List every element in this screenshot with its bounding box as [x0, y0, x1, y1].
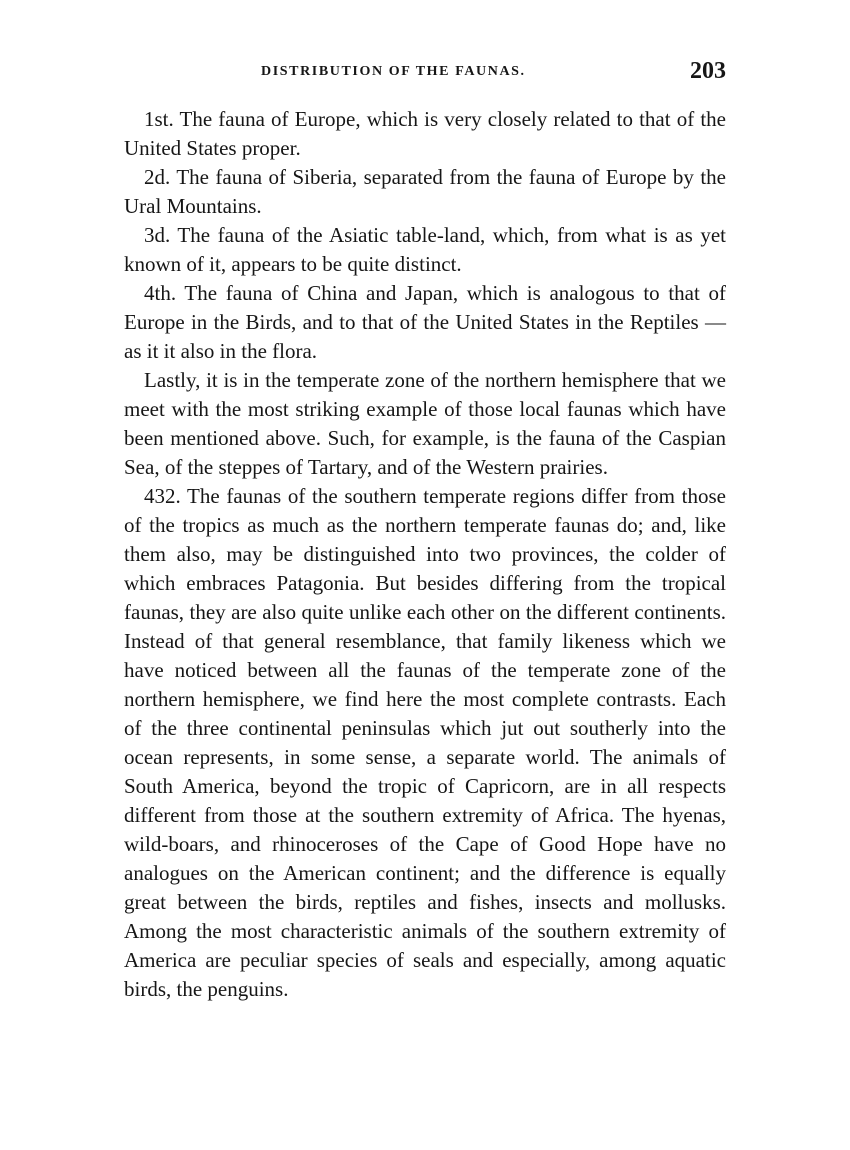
running-head — [124, 58, 726, 92]
paragraph-second-fauna: 2d. The fauna of Siberia, separated from the fauna of Europe by the Ural Mountains. — [124, 165, 726, 218]
book-page — [124, 58, 726, 1004]
running-head-title: DISTRIBUTION OF THE FAUNAS. — [261, 64, 526, 79]
paragraph-fourth-fauna: 4th. The fauna of China and Japan, which is analogous to that of Europe in the Birds, and to that of the United States in the Reptiles — as it it also in the flora. — [124, 281, 726, 363]
paragraph-northern-local-faunas: Lastly, it is in the temperate zone of the northern hemisphere that we meet with the most striking example of those local faunas which have been mentioned above. Such, for example, is the fauna of the Caspian Sea, of the steppes of Tartary, and of the Western prairies. — [124, 368, 726, 479]
paragraph-432-southern-faunas: 432. The faunas of the southern temperate regions differ from those of the tropics as much as the northern temperate faunas do; and, like them also, may be distinguished into two provinces, the colder of which embraces Patagonia. But besides differing from the tropical faunas, they are also quite unlike each other on the different continents. Instead of that general resemblance, that family likeness which we have noticed between all the faunas of the temperate zone of the northern hemisphere, we find here the most complete contrasts. Each of the three continental peninsulas which jut out southerly into the ocean represents, in some sense, a separate world. The animals of South America, beyond the tropic of Capricorn, are in all respects different from those at the southern extremity of Africa. The hyenas, wild-boars, and rhinoceroses of the Cape of Good Hope have no analogues on the American continent; and the difference is equally great between the birds, reptiles and fishes, insects and mollusks. Among the most characteristic animals of the southern extremity of America are peculiar species of seals and especially, among aquatic birds, the penguins. — [124, 484, 726, 1001]
page-body — [124, 105, 726, 1004]
paragraph-first-fauna: 1st. The fauna of Europe, which is very closely related to that of the United States proper. — [124, 107, 726, 160]
page-number: 203 — [690, 58, 726, 84]
paragraph-third-fauna: 3d. The fauna of the Asiatic table-land, which, from what is as yet known of it, appears to be quite distinct. — [124, 223, 726, 276]
